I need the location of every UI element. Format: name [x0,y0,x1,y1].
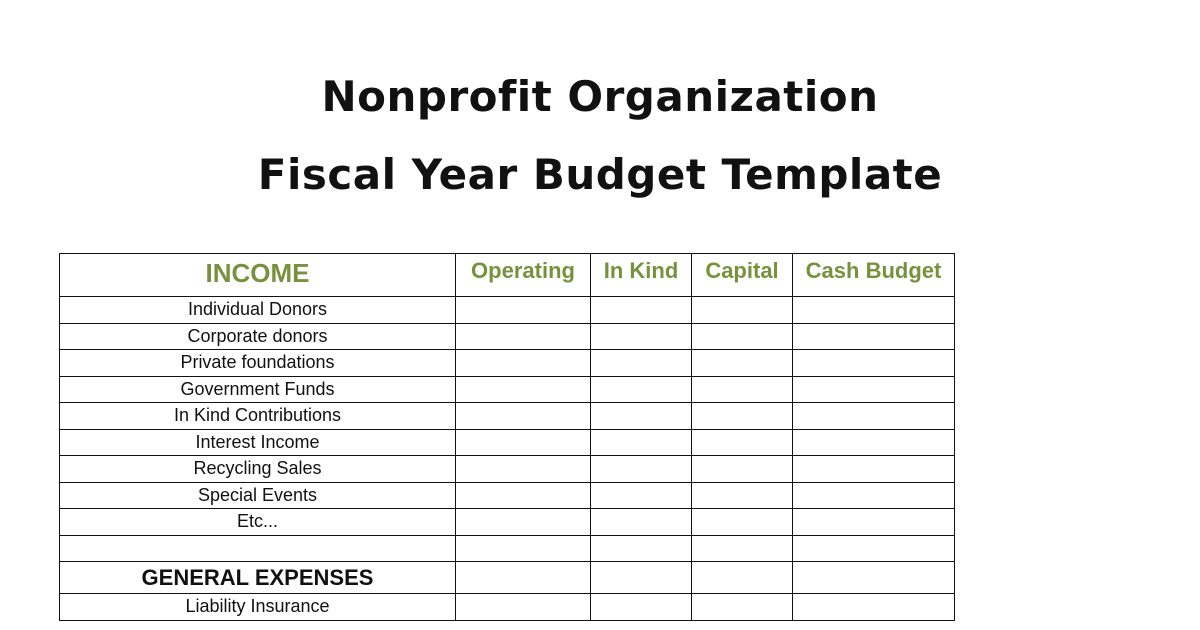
row-label: Etc... [60,509,456,536]
row-label: Recycling Sales [60,456,456,483]
table-cell[interactable] [692,429,793,456]
table-cell[interactable] [591,535,692,562]
row-label: Interest Income [60,429,456,456]
table-cell[interactable] [692,562,793,594]
table-row [60,594,955,621]
table-cell[interactable] [692,535,793,562]
table-cell[interactable] [456,350,591,377]
table-cell[interactable] [591,323,692,350]
table-cell[interactable] [456,562,591,594]
row-label: Special Events [60,482,456,509]
row-label: Individual Donors [60,297,456,324]
document-subtitle: Fiscal Year Budget Template [257,150,943,199]
table-cell[interactable] [692,594,793,621]
table-row [60,535,955,562]
section-row [60,562,955,594]
row-label: Government Funds [60,376,456,403]
table-cell[interactable] [692,509,793,536]
table-cell[interactable] [456,403,591,430]
table-cell[interactable] [793,376,955,403]
table-cell[interactable] [591,297,692,324]
income-heading: INCOME [60,254,456,297]
column-header-operating: Operating [456,254,591,297]
table-cell[interactable] [456,509,591,536]
table-cell[interactable] [456,482,591,509]
column-header-capital: Capital [692,254,793,297]
row-label: Liability Insurance [60,594,456,621]
table-cell[interactable] [591,350,692,377]
table-header-row [60,254,955,297]
table-cell[interactable] [692,350,793,377]
table-cell[interactable] [591,594,692,621]
table-row [60,482,955,509]
table-cell[interactable] [456,323,591,350]
table-cell[interactable] [456,297,591,324]
table-cell[interactable] [591,376,692,403]
table-cell[interactable] [591,429,692,456]
table-row [60,456,955,483]
table-row [60,323,955,350]
table-cell[interactable] [692,297,793,324]
table-cell[interactable] [793,350,955,377]
table-cell[interactable] [692,323,793,350]
table-row [60,376,955,403]
table-cell[interactable] [692,403,793,430]
row-label: Corporate donors [60,323,456,350]
table-cell[interactable] [793,323,955,350]
table-cell[interactable] [456,456,591,483]
table-cell[interactable] [793,594,955,621]
table-cell[interactable] [456,429,591,456]
table-cell[interactable] [591,562,692,594]
row-label [60,535,456,562]
table-cell[interactable] [793,403,955,430]
table-cell[interactable] [456,535,591,562]
table-row [60,429,955,456]
table-cell[interactable] [692,456,793,483]
table-cell[interactable] [692,376,793,403]
table-row [60,403,955,430]
table-cell[interactable] [456,376,591,403]
table-cell[interactable] [591,403,692,430]
row-label: Private foundations [60,350,456,377]
table-cell[interactable] [793,482,955,509]
row-label: In Kind Contributions [60,403,456,430]
table-row [60,297,955,324]
table-cell[interactable] [793,297,955,324]
table-cell[interactable] [793,456,955,483]
table-cell[interactable] [793,509,955,536]
table-row [60,509,955,536]
table-cell[interactable] [692,482,793,509]
table-cell[interactable] [591,509,692,536]
column-header-cash-budget: Cash Budget [793,254,955,297]
document-title: Nonprofit Organization [321,72,879,121]
table-cell[interactable] [793,535,955,562]
budget-table [59,253,955,621]
table-cell[interactable] [793,429,955,456]
table-cell[interactable] [456,594,591,621]
table-cell[interactable] [793,562,955,594]
column-header-in-kind: In Kind [591,254,692,297]
expenses-heading: GENERAL EXPENSES [60,562,456,594]
table-row [60,350,955,377]
table-cell[interactable] [591,456,692,483]
table-cell[interactable] [591,482,692,509]
